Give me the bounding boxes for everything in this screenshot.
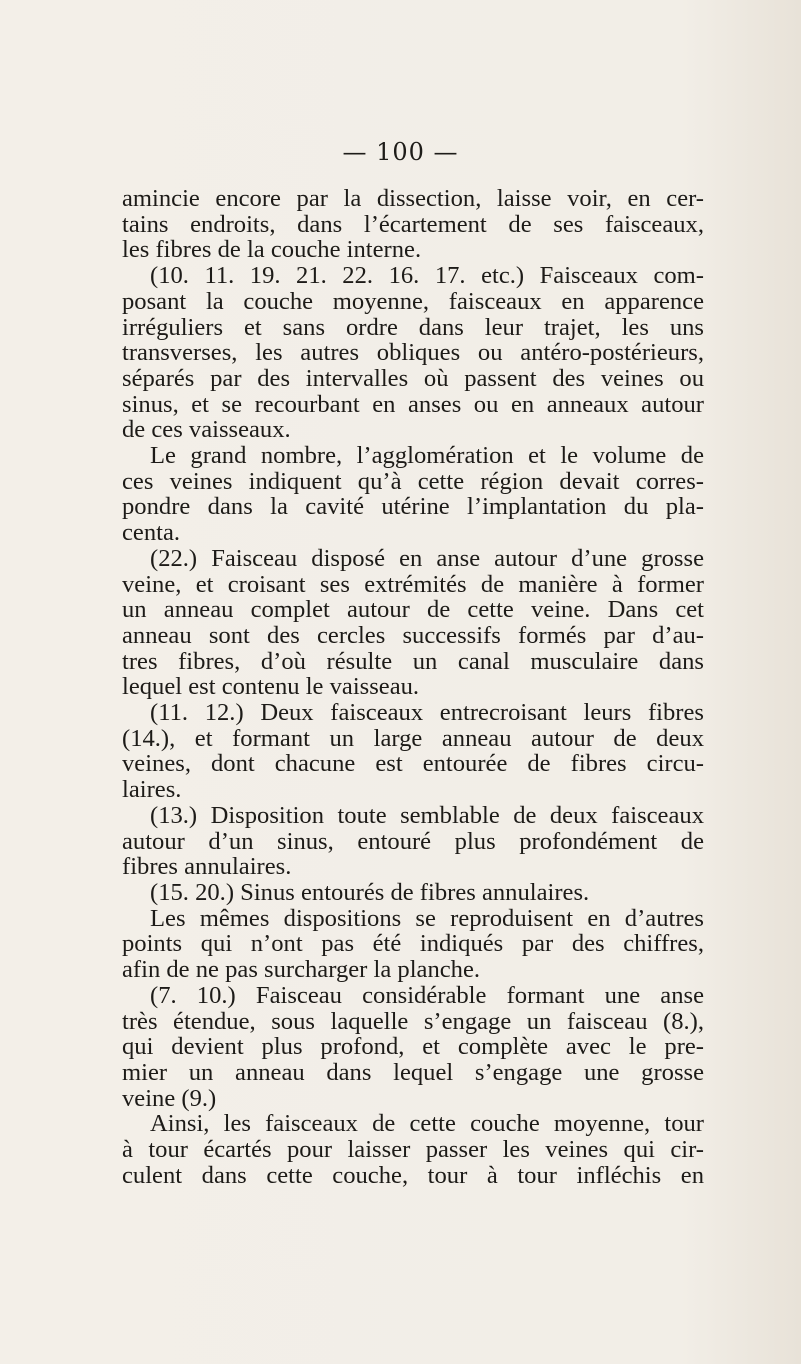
text-line: veine (9.) (122, 1084, 217, 1112)
text-line: anneau sont des cercles successifs formés par d’au- (122, 621, 704, 649)
text-line: très étendue, sous laquelle s’engage un faisceau (8.), (122, 1007, 704, 1035)
text-line: pondre dans la cavité utérine l’implantation du pla- (122, 493, 704, 521)
text-line: posant la couche moyenne, faisceaux en apparence (122, 287, 704, 315)
text-line: Le grand nombre, l’agglomération et le volume de (150, 442, 704, 470)
text-line: à tour écartés pour laisser passer les veines qui cir- (122, 1136, 704, 1164)
text-line: ces veines indiquent qu’à cette région devait corres- (122, 467, 704, 495)
text-line: centa. (122, 519, 181, 547)
text-line: tres fibres, d’où résulte un canal musculaire dans (122, 647, 704, 675)
text-line: les fibres de la couche interne. (122, 236, 422, 264)
page-number: — 100 — (342, 138, 459, 166)
text-line: de ces vaisseaux. (122, 416, 291, 444)
text-line: Les mêmes dispositions se reproduisent en d’autres (150, 904, 704, 932)
text-line: (14.), et formant un large anneau autour de deux (122, 724, 704, 752)
text-line: (7. 10.) Faisceau considérable formant une anse (150, 981, 704, 1009)
text-line: (22.) Faisceau disposé en anse autour d’une grosse (150, 544, 704, 572)
text-line: laires. (122, 776, 182, 804)
text-line: veine, et croisant ses extrémités de manière à former (122, 570, 704, 598)
text-line: autour d’un sinus, entouré plus profondément de (122, 827, 704, 855)
text-line: qui devient plus profond, et complète avec le pre- (122, 1033, 704, 1061)
text-line: lequel est contenu le vaisseau. (122, 673, 420, 701)
text-line: tains endroits, dans l’écartement de ses faisceaux, (122, 210, 704, 238)
text-line: sinus, et se recourbant en anses ou en anneaux autour (122, 390, 704, 418)
text-line: (15. 20.) Sinus entourés de fibres annulaires. (150, 878, 590, 906)
text-line: points qui n’ont pas été indiqués par des chiffres, (122, 930, 704, 958)
text-line: mier un anneau dans lequel s’engage une grosse (122, 1058, 704, 1086)
text-line: veines, dont chacune est entourée de fibres circu- (122, 750, 704, 778)
text-line: culent dans cette couche, tour à tour infléchis en (122, 1161, 704, 1189)
text-line: irréguliers et sans ordre dans leur trajet, les uns (122, 313, 704, 341)
text-line: amincie encore par la dissection, laisse voir, en cer- (122, 185, 704, 212)
text-line: séparés par des intervalles où passent des veines ou (122, 364, 704, 392)
text-line: transverses, les autres obliques ou antéro-postérieurs, (122, 339, 704, 367)
text-line: (10. 11. 19. 21. 22. 16. 17. etc.) Faisceaux com- (150, 262, 704, 290)
body-text (122, 186, 704, 1188)
text-line: (11. 12.) Deux faisceaux entrecroisant leurs fibres (150, 699, 704, 727)
text-line: un anneau complet autour de cette veine. Dans cet (122, 596, 704, 624)
text-line: afin de ne pas surcharger la planche. (122, 956, 481, 984)
text-line: (13.) Disposition toute semblable de deux faisceaux (150, 801, 704, 829)
text-line: fibres annulaires. (122, 853, 292, 881)
text-line: Ainsi, les faisceaux de cette couche moyenne, tour (150, 1110, 704, 1138)
